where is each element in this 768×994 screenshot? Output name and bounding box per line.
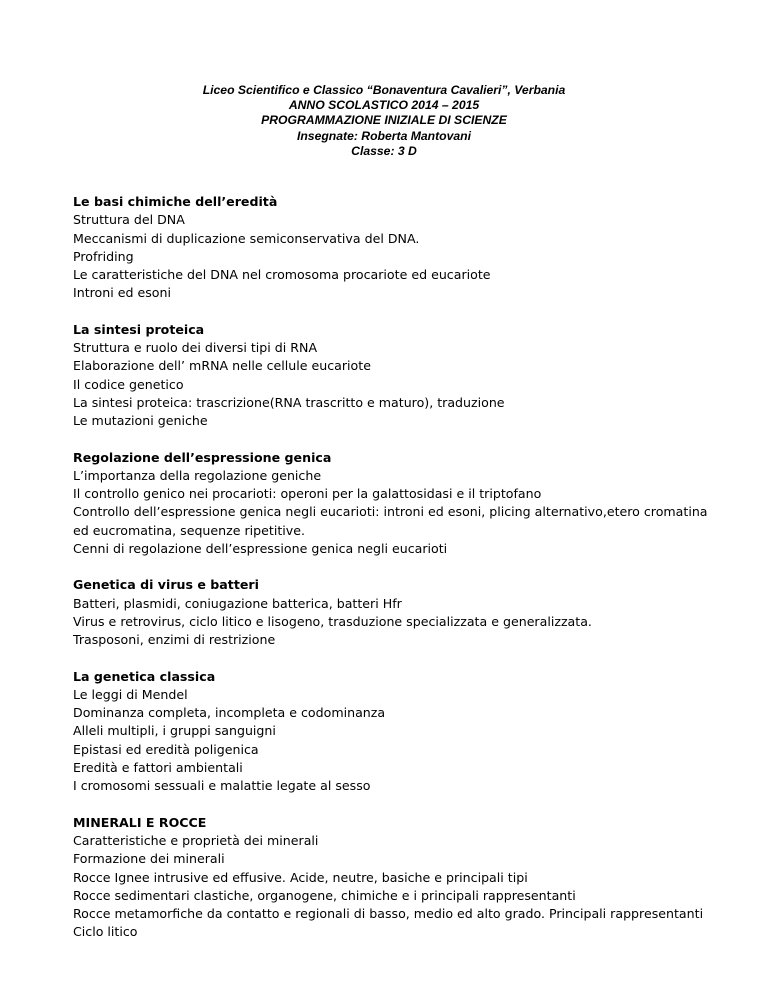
section-line: I cromosomi sessuali e malattie legate al sesso (73, 778, 371, 794)
document-header (0, 83, 768, 159)
header-teacher: Insegnate: Roberta Mantovani (296, 128, 472, 143)
section-genetica-classica (73, 668, 713, 796)
section-line: Ciclo litico (73, 924, 138, 940)
header-school: Liceo Scientifico e Classico “Bonaventura Cavalieri”, Verbania (202, 83, 566, 97)
section-line: Le leggi di Mendel (73, 686, 188, 702)
section-line: Il codice genetico (73, 376, 184, 392)
section-line: Virus e retrovirus, ciclo litico e lisogeno, trasduzione specializzata e generalizzata. (73, 613, 592, 629)
section-line: Caratteristiche e proprietà dei minerali (73, 832, 319, 848)
section-line: Rocce Ignee intrusive ed effusive. Acide, neutre, basiche e principali tipi (73, 869, 528, 885)
header-school-year: ANNO SCOLASTICO 2014 – 2015 (288, 98, 480, 113)
section-regolazione-genica (73, 449, 713, 559)
section-line: Meccanismi di duplicazione semiconservativa del DNA. (73, 230, 420, 246)
section-line: Formazione dei minerali (73, 851, 225, 867)
document-body (73, 193, 713, 960)
section-line: Controllo dell’espressione genica negli eucarioti: introni ed esoni, plicing alternativo,etero cromatina ed eucromatina, sequenze ripetitive. (73, 504, 708, 538)
section-line: Profriding (73, 248, 134, 264)
section-line: Alleli multipli, i gruppi sanguigni (73, 723, 276, 739)
section-line: Rocce sedimentari clastiche, organogene, chimiche e i principali rappresentanti (73, 887, 576, 903)
section-line: Epistasi ed eredità poligenica (73, 741, 259, 757)
section-line: Struttura e ruolo dei diversi tipi di RNA (73, 340, 318, 356)
section-line: La sintesi proteica: trascrizione(RNA trascritto e maturo), traduzione (73, 394, 505, 410)
section-line: Introni ed esoni (73, 285, 171, 301)
section-line: Eredità e fattori ambientali (73, 760, 243, 776)
section-line: Batteri, plasmidi, coniugazione batterica, batteri Hfr (73, 595, 402, 611)
section-title: Genetica di virus e batteri (73, 577, 259, 593)
section-line: Dominanza completa, incompleta e codominanza (73, 705, 386, 721)
section-line: Trasposoni, enzimi di restrizione (73, 632, 276, 648)
section-line: L’importanza della regolazione geniche (73, 467, 322, 483)
section-line: Elaborazione dell’ mRNA nelle cellule eucariote (73, 358, 371, 374)
header-program-title: PROGRAMMAZIONE INIZIALE DI SCIENZE (261, 113, 507, 128)
section-line: Rocce metamorfiche da contatto e regionali di basso, medio ed alto grado. Principali rappresentanti (73, 906, 704, 922)
section-title: Regolazione dell’espressione genica (73, 449, 332, 465)
section-title: MINERALI E ROCCE (73, 814, 207, 830)
section-sintesi-proteica (73, 321, 713, 431)
section-title: La genetica classica (73, 668, 216, 684)
section-line: Le caratteristiche del DNA nel cromosoma procariote ed eucariote (73, 267, 491, 283)
section-line: Cenni di regolazione dell’espressione genica negli eucarioti (73, 541, 448, 557)
section-line: Il controllo genico nei procarioti: operoni per la galattosidasi e il triptofano (73, 486, 542, 502)
section-line: Struttura del DNA (73, 212, 185, 228)
section-virus-batteri (73, 576, 713, 649)
header-class: Classe: 3 D (351, 143, 417, 158)
section-minerali-rocce (73, 814, 713, 942)
section-line: Le mutazioni geniche (73, 413, 208, 429)
section-title: La sintesi proteica (73, 321, 205, 337)
section-basi-chimiche (73, 193, 713, 303)
section-title: Le basi chimiche dell’eredità (73, 194, 278, 209)
